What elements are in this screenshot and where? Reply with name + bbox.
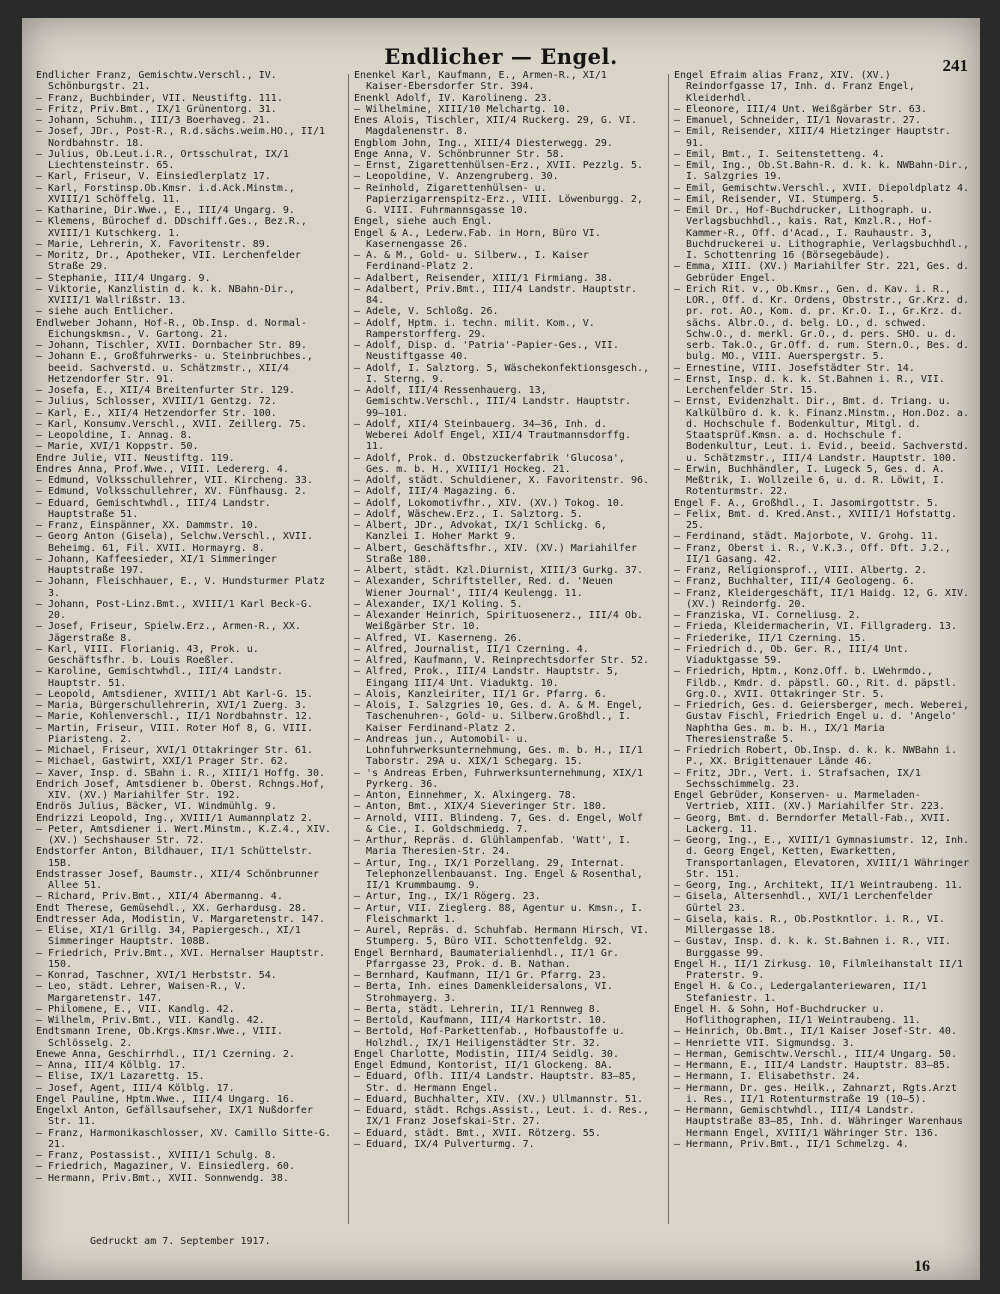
directory-entry: – Eduard, IX/4 Pulverturmg. 7. xyxy=(354,1138,535,1150)
directory-entry: – Leopold, Amtsdiener, XVIII/1 Abt Karl-G. 15. xyxy=(36,688,313,700)
directory-entry: – Richard, Priv.Bmt., XII/4 Abermanng. 4. xyxy=(36,891,283,903)
directory-entry: – Alexander Heinrich, Spirituosenerz., III/4 Ob. Weißgärber Str. 10. xyxy=(354,610,643,633)
directory-entry: – Felix, Bmt. d. Kred.Anst., XVIII/1 Hofstattg. 25. xyxy=(674,508,957,531)
directory-entry: – Adolf, Prok. d. Obstzuckerfabrik 'Glucosa', Ges. m. b. H., XVIII/1 Hockeg. 21. xyxy=(354,452,625,475)
directory-entry: Engblom John, Ing., XIII/4 Diesterwegg. 29. xyxy=(354,137,613,149)
directory-entry: – Friedrich Robert, Ob.Insp. d. k. k. NWBahn i. P., XX. Brigittenauer Lände 46. xyxy=(674,745,957,768)
directory-entry: – Johann, Fleischhauer, E., V. Hundsturmer Platz 3. xyxy=(36,576,325,599)
directory-entry: – Maria, Bürgerschullehrerin, XVI/1 Zuerg. 3. xyxy=(36,700,307,711)
directory-entry: – Reinhold, Zigarettenhülsen- u. Papierzigarrenspitz-Erz., VIII. Löwenburgg. 2, G. VIII. Fuhrmannsgasse 10. xyxy=(354,182,643,216)
directory-entry: – Julius, Ob.Leut.i.R., Ortsschulrat, IX/1 Liechtensteinstr. 65. xyxy=(36,148,289,171)
directory-entry: – Michael, Friseur, XVI/1 Ottakringer Str. 61. xyxy=(36,745,313,756)
directory-entry: Enes Alois, Tischler, XII/4 Ruckerg. 29, G. VI. Magdalenenstr. 8. xyxy=(354,115,637,138)
directory-entry: – Wilhelmine, XIII/10 Melchartg. 10. xyxy=(354,103,571,115)
directory-entry: – Franz, Kleidergeschäft, II/1 Haidg. 12, G. XIV. (XV.) Reindorfg. 20. xyxy=(674,587,970,610)
directory-entry: Engel Edmund, Kontorist, II/1 Glockeng. 8A. xyxy=(354,1060,613,1071)
directory-entry: – Hermann, Dr. ges. Heilk., Zahnarzt, Rgts.Arzt i. Res., II/1 Rotenturmstraße 19 (10–5). xyxy=(674,1082,957,1105)
directory-entry: – Adolf, I. Salztorg. 5, Wäschekonfektionsgesch., I. Sterng. 9. xyxy=(354,362,650,385)
directory-entry: – Gisela, kais. R., Ob.Postkntlor. i. R., VI. Millergasse 18. xyxy=(674,913,945,936)
directory-entry: – Alois, I. Salzgries 10, Ges. d. A. & M. Engel, Taschenuhren-, Gold- u. Silberw.Großhdl., I. Kaiser Ferdinand-Platz 2. xyxy=(354,700,643,734)
directory-entry: – Josef, JDr., Post-R., R.d.sächs.weim.HO., II/1 Nordbahnstr. 18. xyxy=(36,126,325,149)
directory-entry: – Viktorie, Kanzlistin d. k. k. NBahn-Dir., XVIII/1 Wallrißstr. 13. xyxy=(36,283,295,306)
directory-entry: – Artur, Ing., IX/1 Porzellang. 29, Internat. Telephonzellenbauanst. Ing. Engel & Rosenthal, II/1 Krummbaumg. 9. xyxy=(354,857,643,891)
directory-entry: Endrich Josef, Amtsdiener b. Oberst. Rchngs.Hof, XIV. (XV.) Mariahilfer Str. 192. xyxy=(36,778,325,801)
directory-entry: – Ernst, Zigarettenhülsen-Erz., XVII. Pezzlg. 5. xyxy=(354,160,643,171)
directory-entry: – Hermann, E., III/4 Landstr. Hauptstr. 83–85. xyxy=(674,1060,951,1071)
page-number: 241 xyxy=(942,56,968,75)
directory-entry: – Friedrich, Ges. d. Geiersberger, mech. Weberei, Gustav Fischl, Friedrich Engel u. d. 'Angelo' Naphtha Ges. m. b. H., IX/1 Maria Theresienstraße 5. xyxy=(674,700,970,745)
running-head: Endlicher — Engel. xyxy=(384,44,618,69)
directory-entry: – Josef, Friseur, Spielw.Erz., Armen-R., XX. Jägerstraße 8. xyxy=(36,621,301,644)
directory-entry: – Emil, Bmt., I. Seitenstetteng. 4. xyxy=(674,148,885,160)
directory-entry: – Ernestine, VIII. Josefstädter Str. 14. xyxy=(674,362,915,374)
directory-entry: – Leo, städt. Lehrer, Waisen-R., V. Margaretenstr. 147. xyxy=(36,981,247,1004)
directory-entry: – Georg Anton (Gisela), Selchw.Verschl., XVII. Beheimg. 61, Fil. XVII. Hormayrg. 8. xyxy=(36,531,313,554)
directory-entry: Endt Therese, Gemüsehdl., XX. Gerhardusg. 28. xyxy=(36,902,307,914)
directory-entry: – Alfred, Prok., III/4 Landstr. Hauptstr. 5, Eingang III/4 Unt. Viaduktg. 10. xyxy=(354,666,619,689)
directory-entry: – A. & M., Gold- u. Silberw., I. Kaiser Ferdinand-Platz 2. xyxy=(354,250,589,273)
directory-entry: Engel & A., Lederw.Fab. in Horn, Büro VI. Kasernengasse 26. xyxy=(354,227,601,250)
directory-entry: – Franz, Oberst i. R., V.K.3., Off. Dft. J.2., II/1 Gasang. 42. xyxy=(674,542,951,565)
directory-entry: – Karoline, Gemischtwhdl., III/4 Landstr. Hauptstr. 51. xyxy=(36,666,283,689)
directory-entry: – Johann, Tischler, XVII. Dornbacher Str. 89. xyxy=(36,340,307,351)
directory-entry: – Berta, städt. Lehrerin, II/1 Rennweg 8. xyxy=(354,1003,601,1015)
directory-entry: Engelxl Anton, Gefällsaufseher, IX/1 Nußdorfer Str. 11. xyxy=(36,1105,313,1128)
directory-entry: Engel H. & Sohn, Hof-Buchdrucker u. Hoflithographen, II/1 Weintraubeng. 11. xyxy=(674,1003,921,1026)
directory-entry: – Georg, Ing., E., XVIII/1 Gymnasiumstr. 12, Inh. d. Georg Engel, Ketten, Ewarketten, Transportanlagen, Elevatoren, XVIII/1 Währinger Str. 151. xyxy=(674,835,970,880)
directory-entry: – Adele, V. Schloßg. 26. xyxy=(354,306,499,318)
directory-entry: – Eduard, städt. Rchgs.Assist., Leut. i. d. Res., IX/1 Franz Josefskai-Str. 27. xyxy=(354,1105,650,1128)
column-divider xyxy=(348,74,349,1224)
directory-entry: – Alfred, VI. Kaserneng. 26. xyxy=(354,632,523,644)
directory-entry: – Arnold, VIII. Blindeng. 7, Ges. d. Engel, Wolf & Cie., I. Goldschmiedg. 7. xyxy=(354,812,643,835)
directory-entry: – Eduard, städt. Bmt., XVII. Rötzerg. 55. xyxy=(354,1127,601,1139)
directory-entry: – Wilhelm, Priv.Bmt., VII. Kandlg. 42. xyxy=(36,1015,265,1026)
directory-entry: – Adalbert, Priv.Bmt., III/4 Landstr. Hauptstr. 84. xyxy=(354,283,637,306)
directory-entry: – Adalbert, Reisender, XIII/1 Firmiang. 38. xyxy=(354,272,613,284)
directory-entry: – Martin, Friseur, VIII. Roter Hof 8, G. VIII. Piaristeng. 2. xyxy=(36,722,313,745)
directory-entry: Engel Pauline, Hptm.Wwe., III/4 Ungarg. 16. xyxy=(36,1093,295,1105)
directory-entry: – Emil Dr., Hof-Buchdrucker, Lithograph. u. Verlagsbuchhdl., kais. Rat, Kmzl.R., Hof-Kammer-R., Off. d'Acad., I. Rauhaustr. 3, Buchdruckerei u. Lithographie, Verlagsbuchhdl., I. Schottenring 16 (Börsegebäude). xyxy=(674,205,969,261)
directory-entry: – Edmund, Volksschullehrer, VII. Kircheng. 33. xyxy=(36,475,313,486)
directory-entry: – Adolf, Lokomotivfhr., XIV. (XV.) Tokog. 10. xyxy=(354,497,625,509)
directory-entry: Endrös Julius, Bäcker, VI. Windmühlg. 9. xyxy=(36,801,277,813)
directory-entry: – Friedrich d., Ob. Ger. R., III/4 Unt. Viaduktgasse 59. xyxy=(674,643,909,666)
directory-entry: – Franz, Postassist., XVIII/1 Schulg. 8. xyxy=(36,1150,277,1161)
directory-entry: – Ernst, Insp. d. k. k. St.Bahnen i. R., VII. Lerchenfelder Str. 15. xyxy=(674,373,945,396)
directory-entry: – Emil, Reisender, VI. Stumperg. 5. xyxy=(674,193,885,205)
print-date: Gedruckt am 7. September 1917. xyxy=(90,1236,271,1247)
directory-entry: – Elise, IX/1 Lazarettg. 15. xyxy=(36,1071,205,1083)
directory-entry: – Karl, Friseur, V. Einsiedlerplatz 17. xyxy=(36,171,271,183)
directory-entry: – Anton, Bmt., XIX/4 Sieveringer Str. 180. xyxy=(354,801,607,813)
directory-entry: Endtresser Ada, Modistin, V. Margaretenstr. 147. xyxy=(36,913,325,925)
sheet-number: 16 xyxy=(914,1258,930,1275)
directory-entry: – Marie, Kohlenverschl., II/1 Nordbahnstr. 12. xyxy=(36,711,313,723)
directory-entry: Enge Anna, V. Schönbrunner Str. 58. xyxy=(354,148,565,160)
directory-entry: – Henriette VII. Sigmundsg. 3. xyxy=(674,1037,855,1049)
directory-entry: – Gisela, Altersenhdl., XVI/1 Lerchenfelder Gürtel 23. xyxy=(674,891,933,914)
directory-entry: – Fritz, Priv.Bmt., IX/1 Grünentorg. 31. xyxy=(36,103,277,115)
directory-entry: – Eleonore, III/4 Unt. Weißgärber Str. 63. xyxy=(674,103,927,115)
directory-entry: – Katharine, Dir.Wwe., E., III/4 Ungarg. 9. xyxy=(36,205,295,216)
directory-entry: – Hermann, Priv.Bmt., II/1 Schmelzg. 4. xyxy=(674,1138,909,1150)
directory-entry: Endstrasser Josef, Baumstr., XII/4 Schönbrunner Allee 51. xyxy=(36,868,319,891)
directory-entry: – Adolf, III/4 Magazing. 6. xyxy=(354,486,517,498)
directory-entry: – Adolf, städt. Schuldiener, X. Favoritenstr. 96. xyxy=(354,475,650,486)
directory-entry: – Bertold, Hof-Parkettenfab., Hofbaustoffe u. Holzhdl., IX/1 Heiligenstädter Str. 32. xyxy=(354,1026,625,1049)
directory-entry: – Artur, VII. Zieglerg. 88, Agentur u. Kmsn., I. Fleischmarkt 1. xyxy=(354,902,643,925)
directory-entry: – Alexander, Schriftsteller, Red. d. 'Neuen Wiener Journal', III/4 Keulengg. 11. xyxy=(354,576,613,599)
directory-entry: – Albert, JDr., Advokat, IX/1 Schlickg. 6, Kanzlei I. Hoher Markt 9. xyxy=(354,520,607,543)
directory-entry: – Franz, Einspänner, XX. Dammstr. 10. xyxy=(36,520,259,531)
directory-entry: Enenkel Karl, Kaufmann, E., Armen-R., XI/1 Kaiser-Ebersdorfer Str. 394. xyxy=(354,70,607,93)
directory-entry: Endre Julie, VII. Neustiftg. 119. xyxy=(36,452,235,464)
directory-entry: – Adolf, Wäschew.Erz., I. Salztorg. 5. xyxy=(354,508,583,520)
directory-entry: – Fritz, JDr., Vert. i. Strafsachen, IX/1 Sechsschimmelg. 23. xyxy=(674,767,921,790)
directory-entry: – Leopoldine, I. Annag. 8. xyxy=(36,430,193,441)
directory-entry: – Berta, Inh. eines Damenkleidersalons, VI. Strohmayerg. 3. xyxy=(354,981,613,1004)
directory-entry: – Eduard, Buchhalter, XIV. (XV.) Ullmannstr. 51. xyxy=(354,1093,643,1105)
directory-entry: – Emma, XIII. (XV.) Mariahilfer Str. 221, Ges. d. Gebrüder Engel. xyxy=(674,261,970,284)
directory-entry: – Emil, Reisender, XIII/4 Hietzinger Hauptstr. 91. xyxy=(674,126,951,149)
directory-page xyxy=(22,18,980,1280)
directory-entry: – Philomene, E., VII. Kandlg. 42. xyxy=(36,1003,235,1015)
directory-entry: – Ferdinand, städt. Majorbote, V. Grohg. 11. xyxy=(674,531,939,543)
directory-entry: – Marie, Lehrerin, X. Favoritenstr. 89. xyxy=(36,238,271,250)
directory-entry: Engel H. & Co., Ledergalanteriewaren, II/1 Stefaniestr. 1. xyxy=(674,981,927,1004)
directory-entry: – Klemens, Bürochef d. DDschiff.Ges., Bez.R., XVIII/1 Kutschkerg. 1. xyxy=(36,216,307,239)
directory-entry: – Stephanie, III/4 Ungarg. 9. xyxy=(36,272,211,284)
directory-entry: Endstorfer Anton, Bildhauer, II/1 Schüttelstr. 15B. xyxy=(36,846,313,869)
directory-entry: – Albert, städt. Kzl.Diurnist, XIII/3 Gurkg. 37. xyxy=(354,565,643,576)
directory-entry: – Adolf, Disp. d. 'Patria'-Papier-Ges., VII. Neustiftgasse 40. xyxy=(354,340,619,363)
directory-entry: Engel Bernhard, Baumaterialienhdl., II/1 Gr. Pfarrgasse 23, Prok. d. B. Nathan. xyxy=(354,947,619,970)
directory-entry: – Andreas jun., Automobil- u. Lohnfuhrwerksunternehmung, Ges. m. b. H., II/1 Taborstr. 29A u. XIX/1 Schegarg. 15. xyxy=(354,733,643,768)
directory-entry: – Karl, E., XII/4 Hetzendorfer Str. 100. xyxy=(36,407,277,419)
directory-entry: Engel H., II/1 Zirkusg. 10, Filmleihanstalt II/1 Praterstr. 9. xyxy=(674,958,963,981)
directory-entry: – Johann, Post-Linz.Bmt., XVIII/1 Karl Beck-G. 20. xyxy=(36,598,313,621)
directory-entry: – Franz, Religionsprof., VIII. Albertg. 2. xyxy=(674,565,927,576)
directory-entry: Endrizzi Leopold, Ing., XVIII/1 Aumannplatz 2. xyxy=(36,812,313,824)
column-2 xyxy=(354,70,652,1235)
directory-entry: – Friederike, II/1 Czerning. 15. xyxy=(674,632,867,644)
directory-entry: – Karl, Forstinsp.Ob.Kmsr. i.d.Ack.Minstm., XVIII/1 Schöffelg. 11. xyxy=(36,182,295,205)
directory-entry: – Bernhard, Kaufmann, II/1 Gr. Pfarrg. 23. xyxy=(354,970,607,981)
directory-entry: – Erich Rit. v., Ob.Kmsr., Gen. d. Kav. i. R., LOR., Off. d. Kr. Ordens, Obstrstr., Gr.Krz. d. pr. rot. AO., Kom. d. pr. Kr.O. I., Gr.Krz. d. sächs. Albr.O., d. belg. LO., d. schwed. Schw.O., d. merkl. Gr.O., d. pers. SHO. u. d. serb. Tak.O., Gr.Off. d. rum. Stern.O., Bes. d. bulg. MO., VIII. Auerspergstr. 5. xyxy=(674,283,969,363)
directory-entry: Endres Anna, Prof.Wwe., VIII. Ledererg. 4. xyxy=(36,463,289,475)
directory-entry: – Eduard, Gemischtwhdl., III/4 Landstr. Hauptstraße 51. xyxy=(36,497,271,520)
directory-entry: – Bertold, Kaufmann, III/4 Harkortstr. 10. xyxy=(354,1015,607,1026)
directory-entry: – Arthur, Repräs. d. Glühlampenfab. 'Watt', I. Maria Theresien-Str. 24. xyxy=(354,835,631,858)
directory-entry: – Georg, Ing., Architekt, II/1 Weintraubeng. 11. xyxy=(674,880,963,891)
directory-entry: Enewe Anna, Geschirrhdl., II/1 Czerning. 2. xyxy=(36,1048,295,1060)
directory-entry: – Leopoldine, V. Anzengruberg. 30. xyxy=(354,171,559,183)
directory-entry: – Josefa, E., XII/4 Breitenfurter Str. 129. xyxy=(36,385,295,396)
directory-entry: – Karl, VIII. Florianig. 43, Prok. u. Geschäftsfhr. b. Louis Roeßler. xyxy=(36,643,259,666)
directory-entry: – Adolf, III/4 Ressenhauerg. 13, Gemischtw.Verschl., III/4 Landstr. Hauptstr. 99–101. xyxy=(354,385,631,419)
directory-entry: Engel Gebrüder, Konserven- u. Marmeladen-Vertrieb, XIII. (XV.) Mariahilfer Str. 223. xyxy=(674,790,945,813)
directory-entry: – Herman, Gemischtw.Verschl., III/4 Ungarg. 50. xyxy=(674,1048,957,1060)
directory-entry: – siehe auch Entlicher. xyxy=(36,306,175,318)
directory-entry: – Alfred, Journalist, II/1 Czerning. 4. xyxy=(354,643,589,655)
directory-entry: – Alois, Kanzleiriter, II/1 Gr. Pfarrg. 6. xyxy=(354,688,607,700)
directory-entry: – Friedrich, Priv.Bmt., XVI. Hernalser Hauptstr. 150. xyxy=(36,947,325,970)
directory-entry: Endtsmann Irene, Ob.Krgs.Kmsr.Wwe., VIII. Schlösselg. 2. xyxy=(36,1026,283,1049)
directory-entry: – Johann, Schuhm., III/3 Boerhaveg. 21. xyxy=(36,115,271,126)
directory-entry: – Aurel, Repräs. d. Schuhfab. Hermann Hirsch, VI. Stumperg. 5, Büro VII. Schottenfeldg. 92. xyxy=(354,925,650,948)
directory-entry: – Josef, Agent, III/4 Kölblg. 17. xyxy=(36,1082,235,1094)
directory-entry: – Hermann, Priv.Bmt., XVII. Sonnwendg. 38. xyxy=(36,1172,289,1184)
directory-entry: – Konrad, Taschner, XVI/1 Herbststr. 54. xyxy=(36,970,277,981)
directory-entry: – Friedrich, Hptm., Konz.Off. b. LWehrmdo., Fildb., Kmdr. d. päpstl. GO., Rit. d. päpstl. Grg.O., XVII. Ottakringer Str. 5. xyxy=(674,666,957,700)
directory-entry: – 's Andreas Erben, Fuhrwerksunternehmung, XIX/1 Pyrkerg. 36. xyxy=(354,767,643,790)
directory-entry: – Franz, Buchhalter, III/4 Geologeng. 6. xyxy=(674,576,915,588)
directory-entry: – Marie, XVI/1 Koppstr. 50. xyxy=(36,441,199,453)
column-divider xyxy=(668,74,669,1224)
directory-entry: Engel F. A., Großhdl., I. Jasomirgottstr. 5. xyxy=(674,497,939,509)
directory-entry: Engel Efraim alias Franz, XIV. (XV.) Reindorfgasse 17, Inh. d. Franz Engel, Kleiderhdl. xyxy=(674,70,915,104)
directory-entry: Engel Charlotte, Modistin, III/4 Seidlg. 30. xyxy=(354,1048,619,1060)
column-1 xyxy=(36,70,334,1235)
directory-entry: – Peter, Amtsdiener i. Wert.Minstm., K.Z.4., XIV. (XV.) Sechshauser Str. 72. xyxy=(36,823,332,846)
directory-entry: – Alexander, IX/1 Koling. 5. xyxy=(354,598,523,610)
directory-entry: – Moritz, Dr., Apotheker, VII. Lerchenfelder Straße 29. xyxy=(36,250,301,273)
directory-entry: – Johann E., Großfuhrwerks- u. Steinbruchbes., beeid. Sachverstd. u. Schätzmstr., XII/4 Hetzendorfer Str. 91. xyxy=(36,351,313,385)
directory-entry: – Eduard, Oflh. III/4 Landstr. Hauptstr. 83–85, Str. d. Hermann Engel. xyxy=(354,1071,637,1094)
directory-entry: – Anton, Einnehmer, X. Alxingerg. 78. xyxy=(354,790,577,801)
directory-entry: Engel, siehe auch Engl. xyxy=(354,216,493,228)
directory-entry: – Johann, Kaffeesieder, XI/1 Simmeringer Hauptstraße 197. xyxy=(36,553,277,576)
directory-entry: – Emil, Gemischtw.Verschl., XVII. Diepoldplatz 4. xyxy=(674,182,970,194)
directory-entry: – Heinrich, Ob.Bmt., II/1 Kaiser Josef-Str. 40. xyxy=(674,1026,957,1038)
directory-entry: – Georg, Bmt. d. Berndorfer Metall-Fab., XVII. Lackerg. 11. xyxy=(674,812,951,835)
directory-entry: – Julius, Schlosser, XVIII/1 Gentzg. 72. xyxy=(36,396,277,408)
directory-entry: – Franz, Harmonikaschlosser, XV. Camillo Sitte-G. 21. xyxy=(36,1127,332,1150)
directory-entry: – Artur, Ing., IX/1 Rögerg. 23. xyxy=(354,891,541,903)
directory-entry: – Emil, Ing., Ob.St.Bahn-R. d. k. k. NWBahn-Dir., I. Salzgries 19. xyxy=(674,160,970,183)
directory-entry: – Hermann, I. Elisabethstr. 24. xyxy=(674,1071,861,1083)
directory-entry: – Albert, Geschäftsfhr., XIV. (XV.) Mariahilfer Straße 180. xyxy=(354,542,637,565)
directory-entry: – Hermann, Gemischtwhdl., III/4 Landstr. Hauptstraße 83–85, Inh. d. Währinger Warenhaus Hermann Engel, XVIII/1 Währinger Str. 136. xyxy=(674,1105,963,1139)
directory-entry: – Franz, Buchbinder, VII. Neustiftg. 111. xyxy=(36,92,283,104)
directory-entry: – Karl, Konsumv.Verschl., XVII. Zeillerg. 75. xyxy=(36,418,307,430)
directory-entry: – Frieda, Kleidermacherin, VI. Fillgraderg. 13. xyxy=(674,621,957,633)
directory-entry: – Elise, XI/1 Grillg. 34, Papiergesch., XI/1 Simmeringer Hauptstr. 108B. xyxy=(36,925,301,948)
directory-entry: Endlweber Johann, Hof-R., Ob.Insp. d. Normal-Eichungskmsn., V. Gartong. 21. xyxy=(36,317,307,340)
directory-columns xyxy=(36,70,972,1235)
directory-entry: – Erwin, Buchhändler, I. Lugeck 5, Ges. d. A. Meßtrik, I. Wollzeile 6, u. d. R. Löwit, I. Rotenturmstr. 22. xyxy=(674,463,945,498)
directory-entry: – Gustav, Insp. d. k. k. St.Bahnen i. R., VII. Burggasse 99. xyxy=(674,936,951,959)
directory-entry: Endlicher Franz, Gemischtw.Verschl., IV. Schönburgstr. 21. xyxy=(36,70,277,93)
directory-entry: – Adolf, Hptm. i. techn. milit. Kom., V. Ramperstorfferg. 29. xyxy=(354,317,595,340)
directory-entry: – Adolf, XII/4 Steinbauerg. 34–36, Inh. d. Weberei Adolf Engel, XII/4 Trautmannsdorffg. 11. xyxy=(354,418,631,453)
directory-entry: – Anna, III/4 Kölblg. 17. xyxy=(36,1060,187,1071)
directory-entry: – Emanuel, Schneider, II/1 Novarastr. 27. xyxy=(674,115,921,126)
directory-entry: – Friedrich, Magaziner, V. Einsiedlerg. 60. xyxy=(36,1161,295,1173)
directory-entry: – Xaver, Insp. d. SBahn i. R., XIII/1 Hoffg. 30. xyxy=(36,767,325,779)
directory-entry: – Ernst, Evidenzhalt. Dir., Bmt. d. Triang. u. Kalkülbüro d. k. k. Finanz.Minstm., Hon.Doz. a. d. Hochschule f. Bodenkultur, Mitgl. d. Staatsprüf.Kmsn. a. d. Hochschule f. Bodenkultur, Leut. i. Evid., beeid. Sachverstd. u. Schätzmstr., III/4 Landstr. Hauptstr. 100. xyxy=(674,396,969,464)
directory-entry: – Edmund, Volksschullehrer, XV. Fünfhausg. 2. xyxy=(36,486,307,498)
directory-entry: Enenkl Adolf, IV. Karolineng. 23. xyxy=(354,92,553,104)
directory-entry: – Michael, Gastwirt, XXI/1 Prager Str. 62. xyxy=(36,756,289,768)
column-3 xyxy=(674,70,972,1235)
directory-entry: – Alfred, Kaufmann, V. Reinprechtsdorfer Str. 52. xyxy=(354,655,650,666)
directory-entry: – Franziska, VI. Corneliusg. 2. xyxy=(674,610,861,621)
